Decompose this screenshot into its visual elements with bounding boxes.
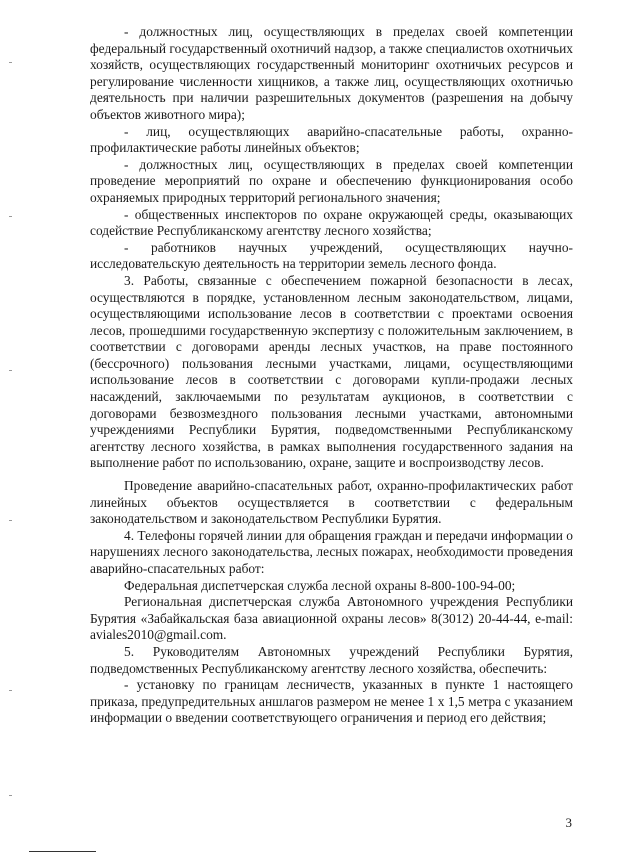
margin-scan-mark: [9, 520, 12, 521]
margin-scan-mark: [9, 370, 12, 371]
margin-scan-mark: [9, 62, 12, 63]
paragraph-section-4: 4. Телефоны горячей линии для обращения граждан и передачи информации о нарушениях лесного законодательства, лесных пожарах, необходимости проведения аварийно-спасательных работ:: [90, 527, 573, 576]
paragraph-public-inspectors: - общественных инспекторов по охране окружающей среды, оказывающих содействие Республиканскому агентству лесного хозяйства;: [90, 206, 573, 239]
margin-scan-mark: [9, 795, 12, 796]
paragraph-officials-hunting: - должностных лиц, осуществляющих в пределах своей компетенции федеральный государственный охотничий надзор, а также специалистов охотничьих хозяйств, осуществляющих государственный мониторинг охотничьих ресурсов и регулирование численности хищников, а также лиц, осуществляющих охотничью деятельность при наличии разрешительных документов (разрешения на добычу объектов животного мира);: [90, 24, 573, 122]
paragraph-research-workers: - работников научных учреждений, осуществляющих научно-исследовательскую деятельность на территории земель лесного фонда.: [90, 239, 573, 272]
paragraph-rescue-workers: - лиц, осуществляющих аварийно-спасательные работы, охранно-профилактические работы линейных объектов;: [90, 123, 573, 156]
paragraph-section-3: 3. Работы, связанные с обеспечением пожарной безопасности в лесах, осуществляются в порядке, установленном лесным законодательством, лицами, осуществляющими использование лесов в соответствии с проектами освоения лесов, прошедшими государственную экспертизу с положительным заключением, в соответствии с договорами аренды лесных участков, на праве постоянного (бессрочного) пользования лесными участками, лицами, осуществляющими использование лесов в соответствии с договорами купли-продажи лесных насаждений, заключаемыми по результатам аукционов, в соответствии с договорами безвозмездного пользования лесными участками, автономными учреждениями Республики Бурятия, подведомственными Республиканскому агентству лесного хозяйства, в рамках выполнения государственного задания на выполнение работ по использованию, охране, защите и воспроизводству лесов.: [90, 272, 573, 471]
paragraph-section-5: 5. Руководителям Автономных учреждений Республики Бурятия, подведомственных Республиканскому агентству лесного хозяйства, обеспечить:: [90, 643, 573, 676]
paragraph-regional-hotline: Региональная диспетчерская служба Автономного учреждения Республики Бурятия «Забайкальская база авиационной охраны лесов» 8(3012) 20-44-44, e-mail: aviales2010@gmail.com.: [90, 594, 573, 643]
paragraph-federal-hotline: Федеральная диспетчерская служба лесной охраны 8-800-100-94-00;: [124, 577, 516, 593]
paragraph-protected-areas: - должностных лиц, осуществляющих в пределах своей компетенции проведение мероприятий по охране и обеспечению функционирования особо охраняемых природных территорий регионального значения;: [90, 156, 573, 205]
document-body: [90, 24, 573, 727]
page-number: 3: [565, 815, 572, 830]
paragraph-rescue-works: Проведение аварийно-спасательных работ, охранно-профилактических работ линейных объектов осуществляется в соответствии с федеральным законодательством и законодательством Республики Бурятия.: [90, 478, 573, 527]
margin-scan-mark: [9, 216, 12, 217]
margin-scan-mark: [9, 690, 12, 691]
footnote-rule: [29, 851, 96, 852]
paragraph-warning-signs: - установку по границам лесничеств, указанных в пункте 1 настоящего приказа, предупредительных аншлагов размером не менее 1 х 1,5 метра с указанием информации о введении соответствующего ограничения и период его действия;: [90, 677, 573, 726]
